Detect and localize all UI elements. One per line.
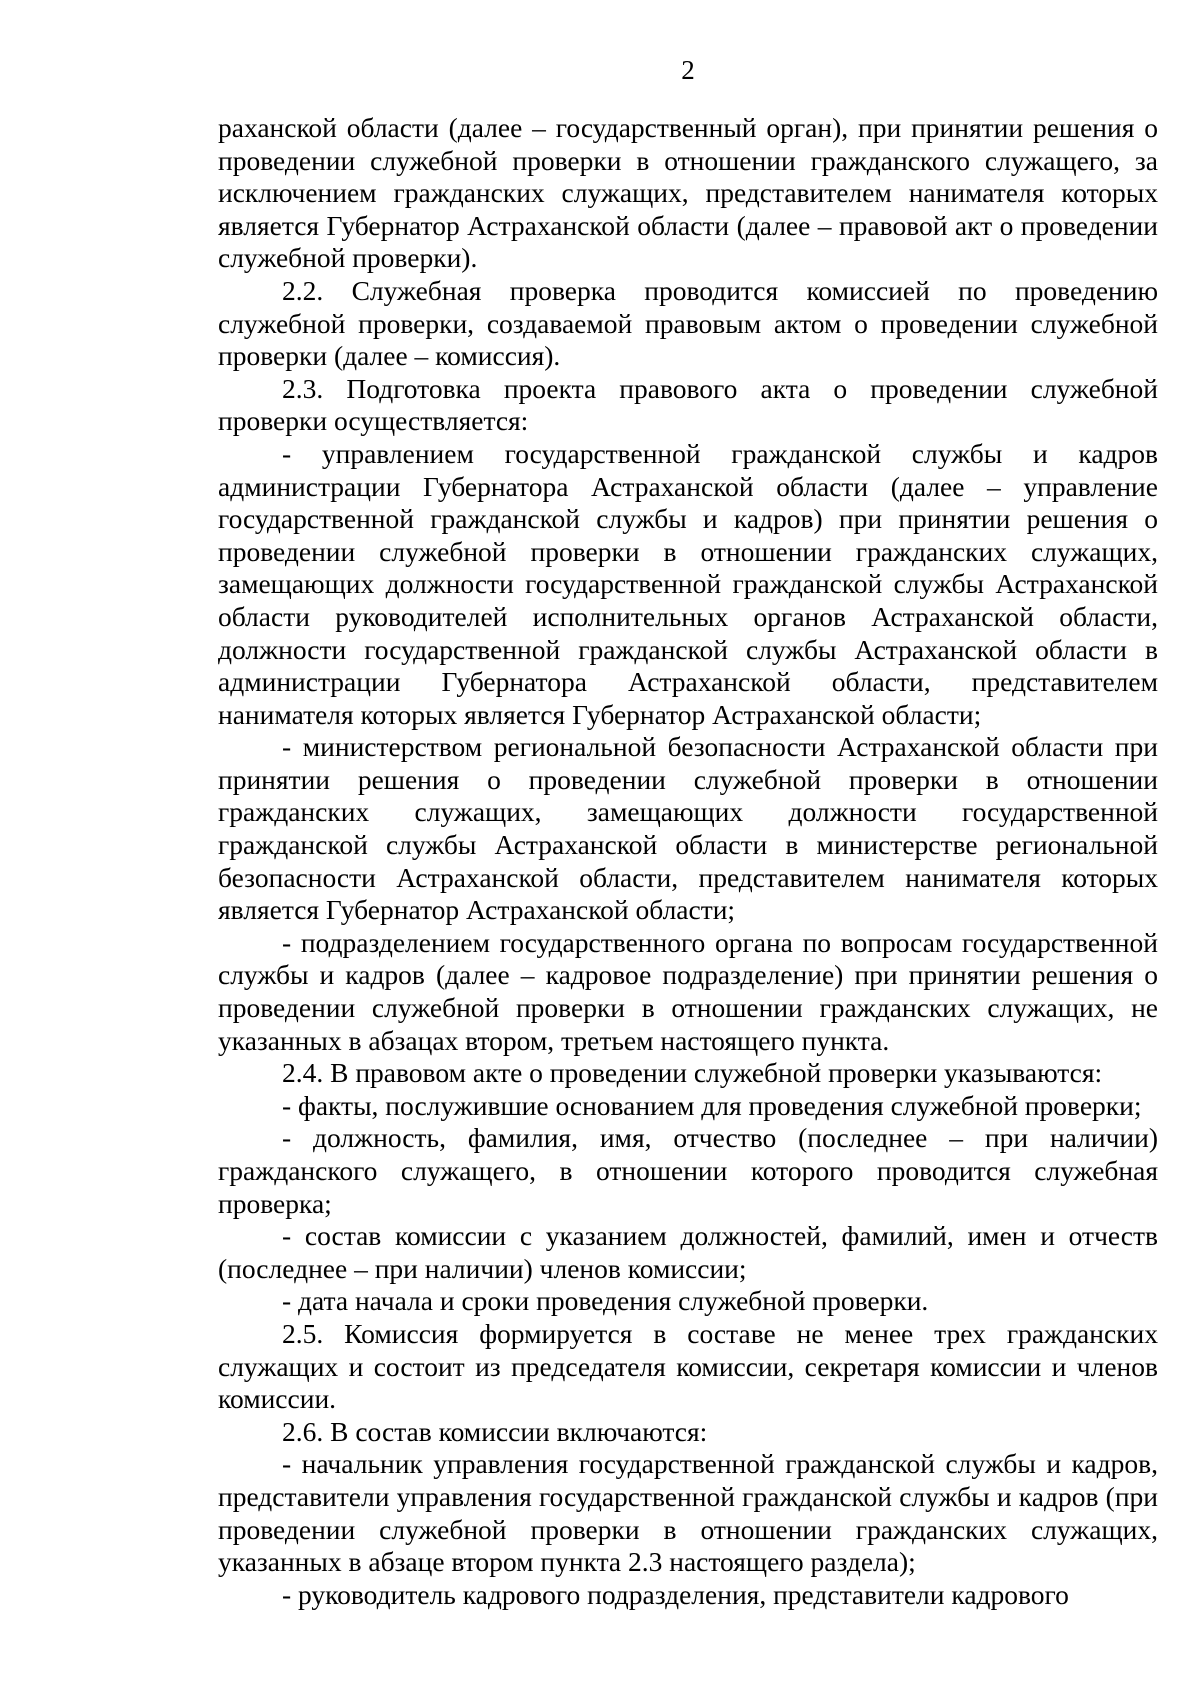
list-item-position-name: - должность, фамилия, имя, отчество (последнее – при наличии) гражданского служащего, в отношении которого проводится служебная проверка; — [218, 1122, 1158, 1219]
list-item-dates: - дата начала и сроки проведения служебной проверки. — [282, 1285, 929, 1317]
list-item-hr-head: - руководитель кадрового подразделения, представители кадрового — [282, 1578, 1069, 1610]
document-body — [218, 112, 1158, 1611]
list-item-commission-composition: - состав комиссии с указанием должностей, фамилий, имен и отчеств (последнее – при наличии) членов комиссии; — [218, 1220, 1158, 1284]
list-item-hr-department: - управлением государственной гражданской службы и кадров администрации Губернатора Астраханской области (далее – управление государственной гражданской службы и кадров) при принятии решения о проведении служебной проверки в отношении гражданских служащих, замещающих должности государственной гражданской службы Астраханской области руководителей исполнительных органов Астраханской области, должности государственной гражданской службы Астраханской области в администрации Губернатора Астраханской области, представителем нанимателя которых является Губернатор Астраханской области; — [218, 437, 1158, 730]
page-number: 2 — [681, 55, 695, 85]
list-item-security-ministry: - министерством региональной безопасности Астраханской области при принятии решения о проведении служебной проверки в отношении гражданских служащих, замещающих должности государственной гражданской службы Астраханской области в министерстве региональной безопасности Астраханской области, представителем нанимателя которых является Губернатор Астраханской области; — [218, 731, 1158, 926]
list-item-facts: - факты, послужившие основанием для проведения служебной проверки; — [282, 1089, 1142, 1121]
list-item-head-of-department: - начальник управления государственной гражданской службы и кадров, представители управления государственной гражданской службы и кадров (при проведении служебной проверки в отношении гражданских служащих, указанных в абзаце втором пункта 2.3 настоящего раздела); — [218, 1448, 1158, 1578]
list-item-hr-subdivision: - подразделением государственного органа по вопросам государственной службы и кадров (далее – кадровое подразделение) при принятии решения о проведении служебной проверки в отношении гражданских служащих, не указанных в абзацах втором, третьем настоящего пункта. — [218, 926, 1158, 1056]
paragraph-2-3: 2.3. Подготовка проекта правового акта о проведении служебной проверки осуществляется: — [218, 372, 1158, 437]
paragraph-2-2: 2.2. Служебная проверка проводится комиссией по проведению служебной проверки, создаваемой правовым актом о проведении служебной проверки (далее – комиссия). — [218, 274, 1158, 372]
paragraph-2-6: 2.6. В состав комиссии включаются: — [282, 1415, 708, 1447]
paragraph-2-5: 2.5. Комиссия формируется в составе не менее трех гражданских служащих и состоит из председателя комиссии, секретаря комиссии и членов комиссии. — [218, 1317, 1158, 1415]
paragraph-2-4: 2.4. В правовом акте о проведении служебной проверки указываются: — [282, 1057, 1103, 1089]
paragraph-continuation: раханской области (далее – государственный орган), при принятии решения о проведении служебной проверки в отношении гражданского служащего, за исключением гражданских служащих, представителем нанимателя которых является Губернатор Астраханской области (далее – правовой акт о проведении служебной проверки). — [218, 112, 1158, 274]
